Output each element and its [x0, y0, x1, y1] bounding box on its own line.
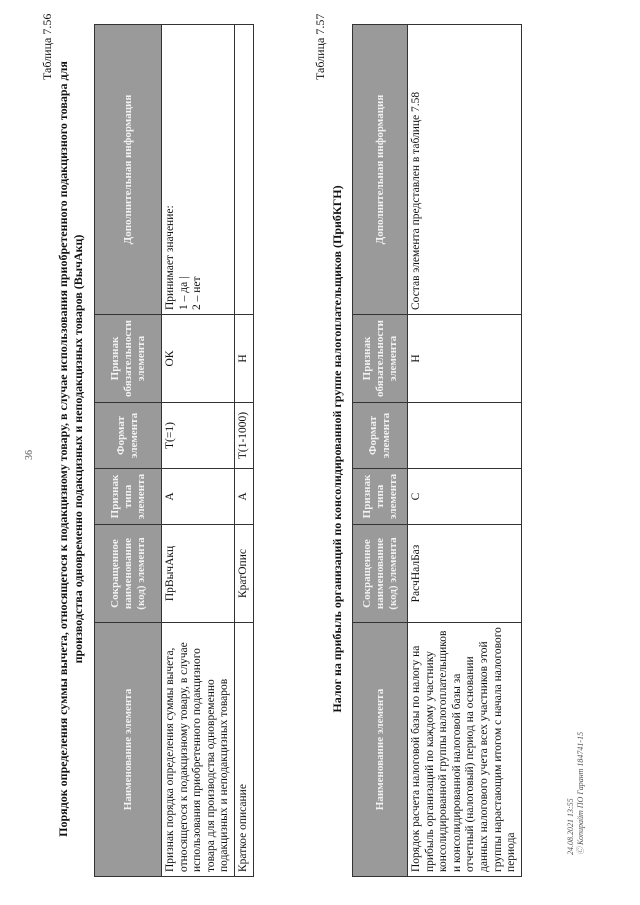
col-header-name: Наименование элемента — [95, 623, 162, 877]
cell-name: Признак порядка определения суммы вычета, относящегося к подакцизному товару, в случае использования приобретенного подакцизного товара для производства одновременно подакцизных и неподакцизных товаров — [162, 623, 235, 877]
cell-code: ПрВычАкц — [162, 525, 235, 623]
table-title-2: Налог на прибыль организаций по консолидированной группе налогоплательщиков (ПрибКГН) — [330, 185, 344, 713]
table-row — [162, 25, 235, 877]
signature-copyright: Ⓒ Копирайт ПО Гарант 184741-15 — [576, 731, 585, 855]
table-number-1: Таблица 7.56 — [40, 13, 54, 80]
cell-required: ОК — [162, 315, 235, 403]
cell-name: Краткое описание — [234, 623, 253, 877]
cell-type: А — [162, 469, 235, 525]
table-row — [408, 25, 522, 877]
cell-code: КратОпис — [234, 525, 253, 623]
cell-format: T(1-1000) — [234, 403, 253, 469]
cell-required: Н — [408, 315, 522, 403]
page-number: 36 — [24, 450, 35, 460]
cell-format — [408, 403, 522, 469]
document-signature — [566, 732, 586, 855]
col-header-format: Формат элемента — [95, 403, 162, 469]
cell-required: Н — [234, 315, 253, 403]
table-title-1: Порядок определения суммы вычета, относящегося к подакцизному товару, в случае использования приобретенного подакцизного товара для производства одновременно подакцизных и неподакцизных товаров (ВычАкц) — [56, 61, 85, 837]
table-header-row — [95, 25, 162, 877]
cell-code: РасчНалБаз — [408, 525, 522, 623]
cell-info: Состав элемента представлен в таблице 7.58 — [408, 25, 522, 315]
col-header-type: Признак типа элемента — [95, 469, 162, 525]
col-header-required: Признак обязательности элемента — [353, 315, 408, 403]
col-header-required: Признак обязательности элемента — [95, 315, 162, 403]
col-header-code: Сокращенное наименование (код) элемента — [95, 525, 162, 623]
col-header-type: Признак типа элемента — [353, 469, 408, 525]
cell-info: Принимает значение: 1 – да | 2 – нет — [162, 25, 235, 315]
cell-type: С — [408, 469, 522, 525]
col-header-format: Формат элемента — [353, 403, 408, 469]
col-header-code: Сокращенное наименование (код) элемента — [353, 525, 408, 623]
cell-name: Порядок расчета налоговой базы по налогу на прибыль организаций по каждому участнику консолидированной группы налогоплательщиков и консолидированной налоговой базы за отчетный (налоговый) период на основании данных налогового учета всех участников этой группы нарастающим итогом с начала налогового периода — [408, 623, 522, 877]
data-table-2 — [352, 24, 522, 877]
table-number-2: Таблица 7.57 — [313, 13, 327, 80]
table-row — [234, 25, 253, 877]
data-table-1 — [94, 24, 254, 877]
col-header-info: Дополнительная информация — [95, 25, 162, 315]
table-header-row — [353, 25, 408, 877]
col-header-name: Наименование элемента — [353, 623, 408, 877]
cell-type: А — [234, 469, 253, 525]
signature-date: 24.08.2021 13:55 — [566, 798, 575, 855]
col-header-info: Дополнительная информация — [353, 25, 408, 315]
cell-format: T(=1) — [162, 403, 235, 469]
cell-info — [234, 25, 253, 315]
